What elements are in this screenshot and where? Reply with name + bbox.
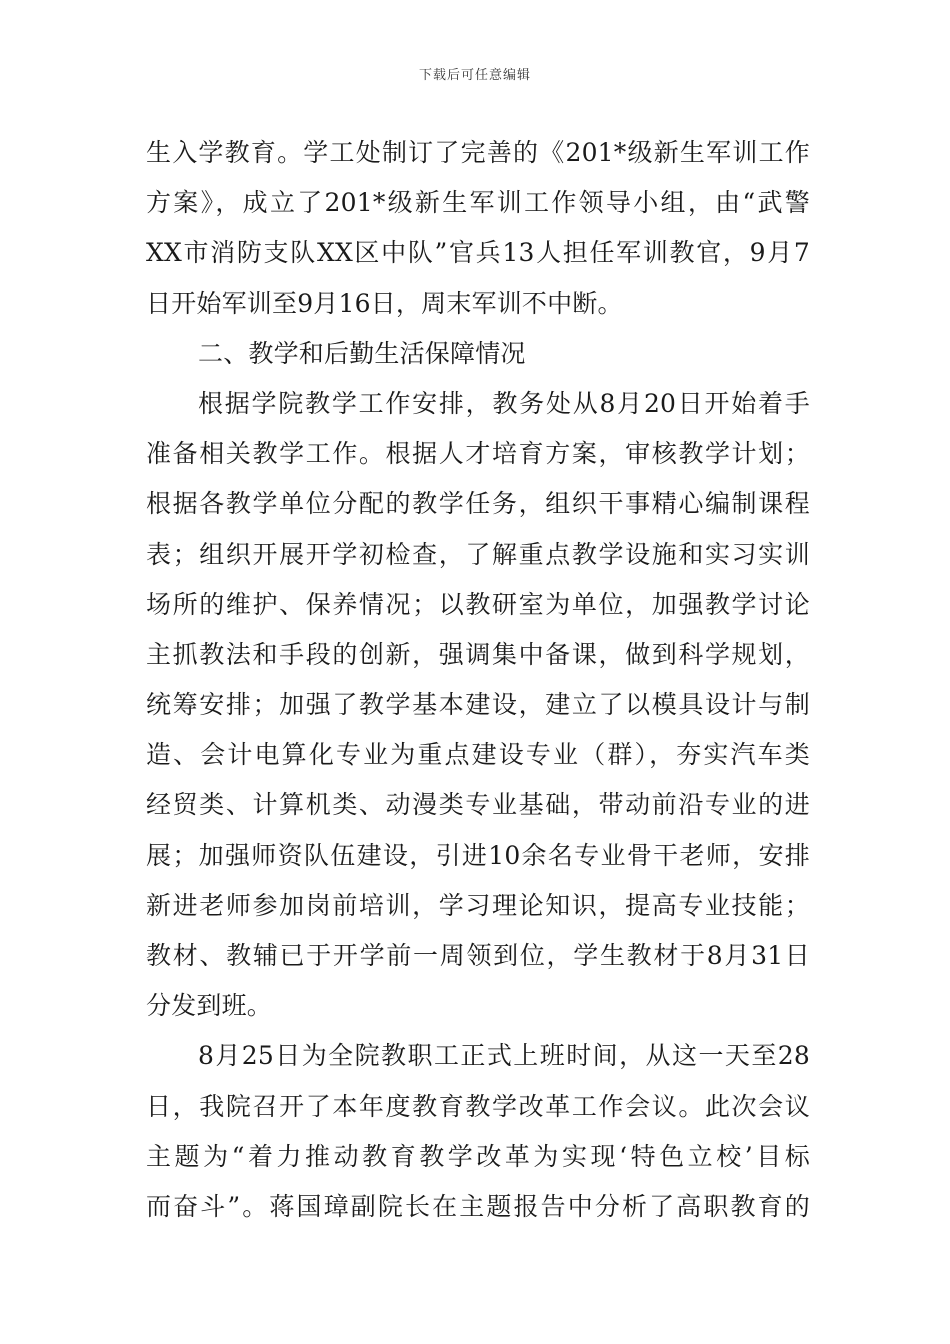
text-line: 根据学院教学工作安排，教务处从8月20日开始着手 — [198, 388, 810, 418]
text-line: 经贸类、计算机类、动漫类专业基础，带动前沿专业的进 — [146, 790, 810, 820]
text-line: 表；组织开展开学初检查，了解重点教学设施和实习实训 — [146, 539, 810, 569]
text-line: XX市消防支队XX区中队”官兵13人担任军训教官，9月7 — [146, 238, 810, 268]
text-line: 场所的维护、保养情况；以教研室为单位，加强教学讨论 — [146, 589, 810, 619]
text-line: 主题为“着力推动教育教学改革为实现‘特色立校’目标 — [146, 1141, 810, 1171]
text-line: 根据各教学单位分配的教学任务，组织干事精心编制课程 — [146, 489, 810, 519]
text-line: 准备相关教学工作。根据人才培育方案，审核教学计划； — [146, 439, 810, 469]
text-line: 方案》，成立了201*级新生军训工作领导小组，由“武警 — [146, 188, 810, 218]
section-heading: 二、教学和后勤生活保障情况 — [198, 338, 526, 368]
text-line: 统筹安排；加强了教学基本建设，建立了以模具设计与制 — [146, 690, 810, 720]
text-line: 生入学教育。学工处制订了完善的《201*级新生军训工作 — [146, 138, 810, 167]
text-line: 新进老师参加岗前培训，学习理论知识，提高专业技能； — [146, 890, 810, 920]
text-line: 日，我院召开了本年度教育教学改革工作会议。此次会议 — [146, 1091, 810, 1121]
text-line: 而奋斗”。蒋国璋副院长在主题报告中分析了高职教育的 — [146, 1191, 810, 1221]
text-line: 展；加强师资队伍建设，引进10余名专业骨干老师，安排 — [146, 840, 810, 870]
text-line: 8月25日为全院教职工正式上班时间，从这一天至28 — [198, 1041, 810, 1071]
text-line: 日开始军训至9月16日，周末军训不中断。 — [146, 288, 623, 318]
page-header: 下载后可任意编辑 — [418, 68, 531, 83]
document-body — [146, 128, 810, 1232]
text-line: 主抓教法和手段的创新，强调集中备课，做到科学规划， — [146, 639, 810, 669]
text-line: 教材、教辅已于开学前一周领到位，学生教材于8月31日 — [146, 941, 810, 970]
text-line: 分发到班。 — [146, 991, 273, 1021]
text-line: 造、会计电算化专业为重点建设专业（群），夯实汽车类 — [146, 740, 810, 770]
